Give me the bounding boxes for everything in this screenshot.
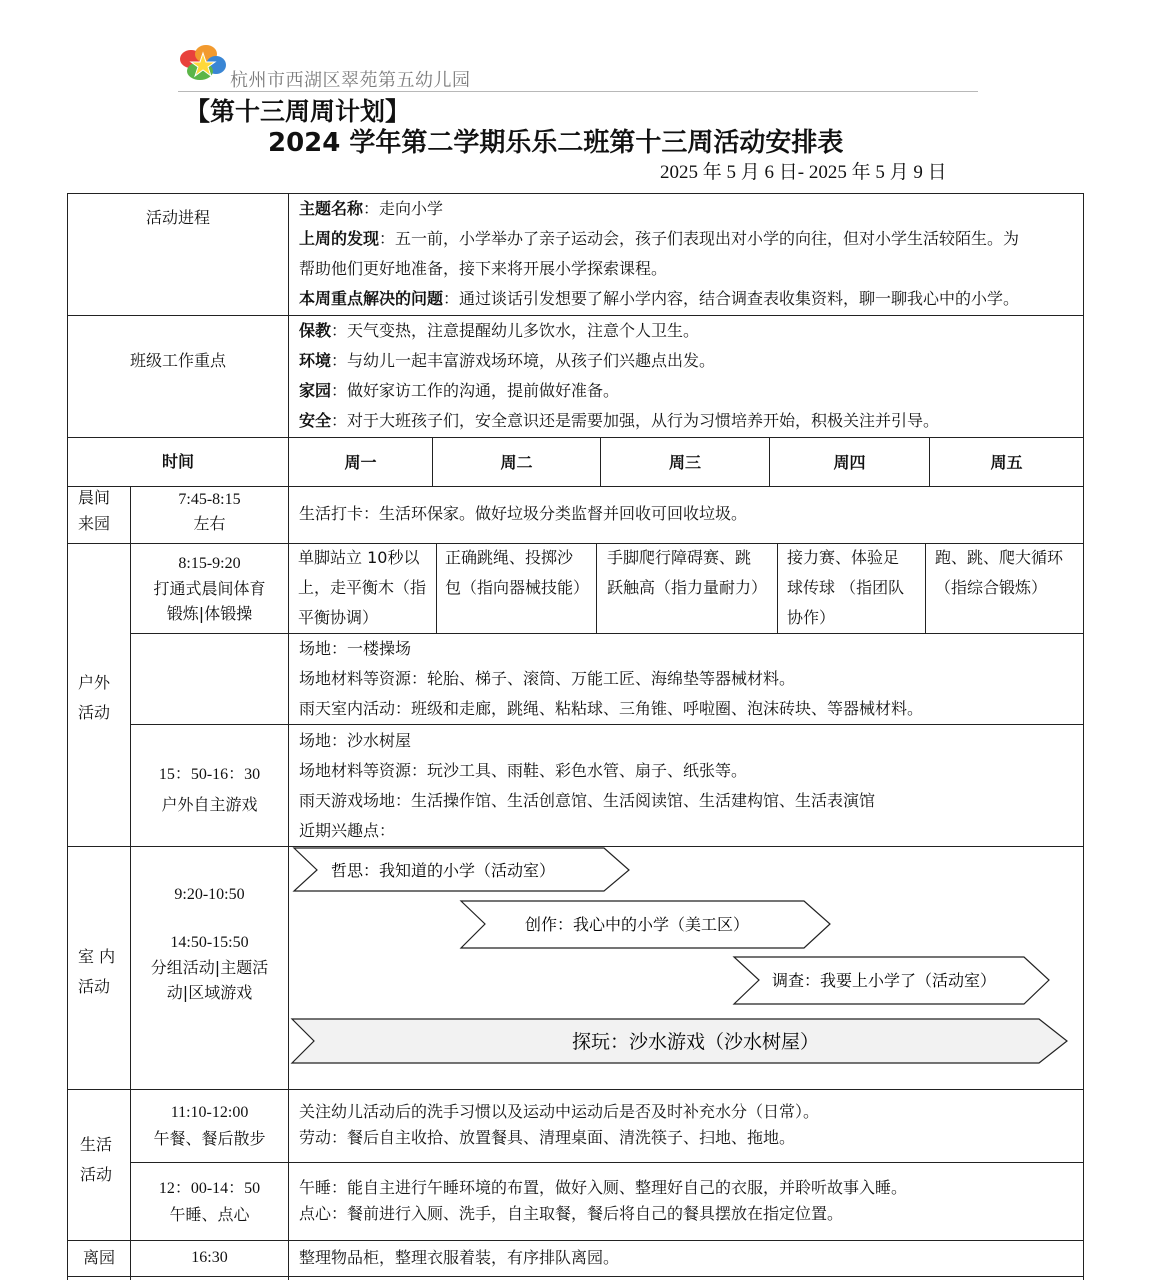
found-label: 上周的发现 (299, 229, 380, 248)
arrow-philosophy-text: 哲思：我知道的小学（活动室） (331, 861, 556, 880)
school-name: 杭州市西湖区翠苑第五幼儿园 (230, 70, 471, 91)
safety-label: 安全 (299, 411, 332, 430)
outdoor-venue (299, 634, 1079, 724)
life-cat-2: 活动 (80, 1165, 113, 1184)
theme-text: ：走向小学 (363, 199, 444, 218)
found-text-2: 帮助他们更好地准备，接下来将开展小学探索课程。 (299, 259, 668, 278)
env-label: 环境 (299, 351, 332, 370)
outdoor-pm-2: 场地材料等资源：玩沙工具、雨鞋、彩色水管、扇子、纸张等。 (299, 761, 748, 780)
leave-category: 离园 (82, 1248, 115, 1267)
week-tag: 【第十三周周计划】 (185, 97, 411, 126)
care-text: ：天气变热，注意提醒幼儿多饮水，注意个人卫生。 (331, 321, 700, 340)
focus-label: 班级工作重点 (129, 351, 226, 370)
outdoor-wed-2: 跃触高（指力量耐力） (607, 578, 768, 597)
indoor-desc-1: 分组活动|主题活 (150, 958, 269, 977)
day-header-tue: 周二 (500, 453, 533, 472)
arrow-creation-text: 创作：我心中的小学（美工区） (525, 915, 750, 934)
care-label: 保教 (299, 321, 332, 340)
problem-text: ：通过谈话引发想要了解小学内容，结合调查表收集资料，聊一聊我心中的小学。 (443, 289, 1020, 308)
arrow-philosophy (294, 848, 629, 891)
arrival-cat-1: 晨间 (78, 488, 111, 507)
arrow-explore-text: 探玩：沙水游戏（沙水树屋） (572, 1031, 820, 1053)
outdoor-thu (787, 543, 923, 633)
outdoor-pm-time (131, 760, 288, 820)
home-label: 家园 (299, 381, 332, 400)
outdoor-pm-desc: 户外自主游戏 (161, 795, 258, 814)
outdoor-morning-time (131, 551, 288, 626)
outdoor-category (78, 668, 128, 728)
arrow-explore (292, 1019, 1067, 1063)
indoor-category (78, 942, 128, 1002)
indoor-time-1: 9:20-10:50 (174, 886, 245, 903)
arrival-time (131, 488, 288, 536)
found-text-1: ：五一前，小学举办了亲子运动会，孩子们表现出对小学的向往，但对小学生活较陌生。为 (379, 229, 1020, 248)
arrow-creation (461, 901, 830, 948)
arrival-content: 生活打卡：生活环保家。做好垃圾分类监督并回收可回收垃圾。 (299, 504, 748, 523)
problem-label: 本周重点解决的问题 (299, 289, 444, 308)
date-range: 2025 年 5 月 6 日- 2025 年 5 月 9 日 (660, 162, 947, 183)
focus-content (299, 316, 1079, 436)
outdoor-tue-1: 正确跳绳、投掷沙 (445, 548, 574, 567)
home-text: ：做好家访工作的沟通，提前做好准备。 (331, 381, 620, 400)
life-nap-time (131, 1176, 288, 1228)
indoor-time-block (131, 930, 288, 1005)
day-header-fri: 周五 (990, 453, 1023, 472)
outdoor-morning-time-text: 8:15-9:20 (178, 555, 241, 572)
outdoor-thu-1: 接力赛、体验足 (787, 548, 900, 567)
outdoor-mon-3: 平衡协调） (298, 608, 379, 627)
progress-content (299, 194, 1079, 314)
page-title: 2024 学年第二学期乐乐二班第十三周活动安排表 (268, 128, 844, 158)
outdoor-venue-1: 场地：一楼操场 (299, 639, 412, 658)
outdoor-pm-content (299, 726, 1079, 846)
outdoor-pm-time-text: 15：50-16：30 (158, 766, 261, 783)
outdoor-cat-1: 户外 (78, 673, 111, 692)
progress-label: 活动进程 (145, 208, 210, 227)
outdoor-pm-4: 近期兴趣点： (299, 821, 396, 840)
school-logo-icon (178, 43, 228, 85)
outdoor-morning-desc-1: 打通式晨间体育 (153, 579, 266, 598)
life-nap-2: 点心：餐前进行入厕、洗手，自主取餐，餐后将自己的餐具摆放在指定位置。 (299, 1204, 844, 1223)
day-header-thu: 周四 (833, 453, 866, 472)
theme-label: 主题名称 (299, 199, 364, 218)
arrival-cat-2: 来园 (78, 514, 111, 533)
outdoor-tue-2: 包（指向器械技能） (445, 578, 590, 597)
outdoor-pm-1: 场地：沙水树屋 (299, 731, 412, 750)
leave-content: 整理物品柜，整理衣服着装，有序排队离园。 (299, 1248, 620, 1267)
outdoor-morning-desc-2: 锻炼|体锻操 (166, 604, 253, 623)
life-nap-desc: 午睡、点心 (169, 1205, 250, 1224)
arrival-category (78, 485, 128, 537)
life-lunch-1: 关注幼儿活动后的洗手习惯以及运动中运动后是否及时补充水分（日常）。 (299, 1102, 820, 1121)
safety-text: ：对于大班孩子们，安全意识还是需要加强，从行为习惯培养开始，积极关注并引导。 (331, 411, 940, 430)
outdoor-wed (607, 543, 775, 603)
life-lunch-time-text: 11:10-12:00 (170, 1104, 249, 1121)
life-lunch-content (299, 1099, 1079, 1151)
arrival-time-2: 左右 (193, 514, 226, 533)
leave-time: 16:30 (191, 1249, 228, 1266)
arrow-survey (734, 957, 1049, 1004)
outdoor-tue (445, 543, 595, 603)
outdoor-thu-3: 协作） (787, 608, 836, 627)
outdoor-wed-1: 手脚爬行障碍赛、跳 (607, 548, 752, 567)
day-header-mon: 周一 (344, 453, 377, 472)
indoor-cat-1: 室 内 (78, 947, 116, 966)
outdoor-mon (298, 543, 434, 633)
outdoor-cat-2: 活动 (78, 703, 111, 722)
indoor-time-2: 14:50-15:50 (170, 934, 249, 951)
outdoor-fri-1: 跑、跳、爬大循环 (935, 548, 1064, 567)
life-category (80, 1130, 130, 1190)
arrival-time-1: 7:45-8:15 (178, 491, 241, 508)
life-nap-content (299, 1175, 1079, 1227)
outdoor-pm-3: 雨天游戏场地：生活操作馆、生活创意馆、生活阅读馆、生活建构馆、生活表演馆 (299, 791, 876, 810)
outdoor-venue-3: 雨天室内活动：班级和走廊，跳绳、粘粘球、三角锥、呼啦圈、泡沫砖块、等器械材料。 (299, 699, 924, 718)
life-lunch-desc: 午餐、餐后散步 (153, 1129, 266, 1148)
day-header-wed: 周三 (668, 453, 701, 472)
outdoor-fri-2: （指综合锻炼） (935, 578, 1048, 597)
indoor-cat-2: 活动 (78, 977, 111, 996)
life-lunch-2: 劳动：餐后自主收拾、放置餐具、清理桌面、清洗筷子、扫地、拖地。 (299, 1128, 796, 1147)
env-text: ：与幼儿一起丰富游戏场环境，从孩子们兴趣点出发。 (331, 351, 716, 370)
arrow-survey-text: 调查：我要上小学了（活动室） (772, 971, 997, 990)
life-nap-1: 午睡：能自主进行午睡环境的布置，做好入厕、整理好自己的衣服，并聆听故事入睡。 (299, 1178, 908, 1197)
outdoor-mon-2: 上，走平衡木（指 (298, 578, 427, 597)
outdoor-venue-2: 场地材料等资源：轮胎、梯子、滚筒、万能工匠、海绵垫等器械材料。 (299, 669, 796, 688)
life-cat-1: 生活 (80, 1135, 113, 1154)
outdoor-thu-2: 球传球 （指团队 (787, 578, 905, 597)
indoor-desc-2: 动|区域游戏 (166, 983, 253, 1002)
life-lunch-time (131, 1100, 288, 1152)
life-nap-time-text: 12：00-14：50 (158, 1180, 261, 1197)
outdoor-fri (935, 543, 1081, 603)
outdoor-mon-1: 单脚站立 10秒以 (298, 548, 420, 567)
indoor-arrows (289, 847, 1083, 1087)
time-header: 时间 (161, 452, 194, 471)
